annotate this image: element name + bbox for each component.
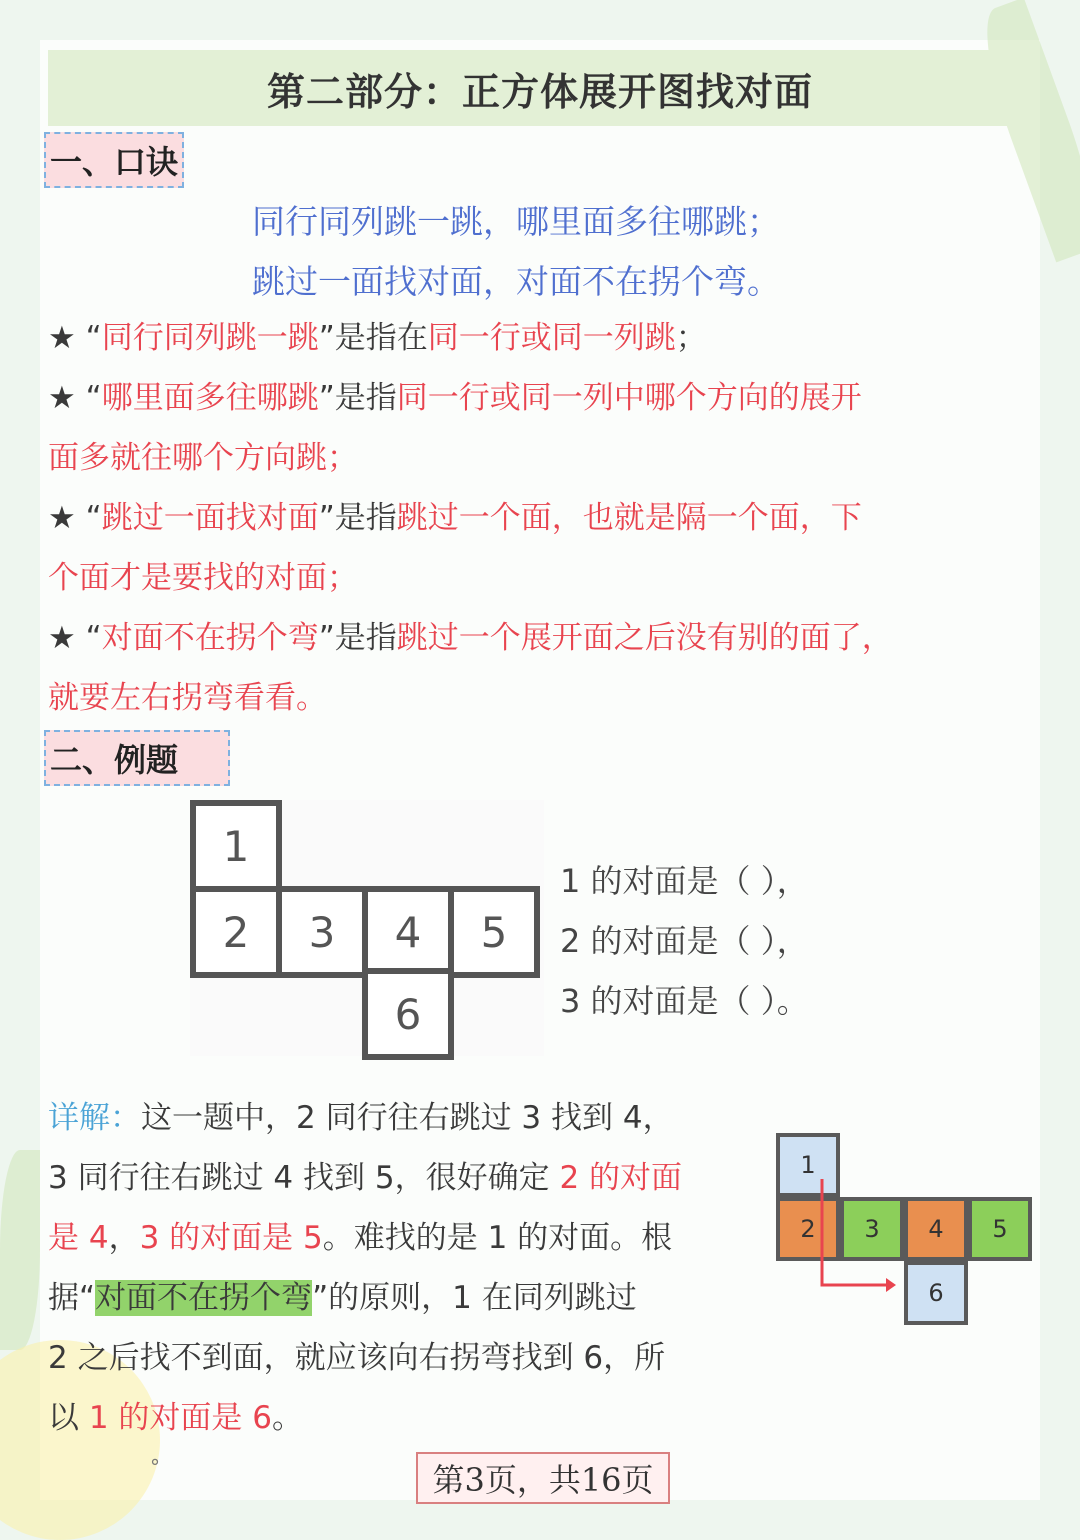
quote-mark: ” [318,620,335,656]
quote-mark: ” [318,500,335,536]
punctuation: ： [110,1100,141,1136]
explain-text: 这一题中，2 同行往右跳过 3 找到 4， [141,1100,674,1136]
bullet-4 [48,608,1038,668]
star-icon: ★ [48,500,76,536]
explain-line-2 [48,1148,768,1208]
net-cell-2: 2 [190,886,282,978]
mnemonic-line-1: 同行同列跳一跳，哪里面多往哪跳； [252,202,780,241]
bullet-text: 是指 [334,380,397,416]
explain-line-4 [48,1268,768,1328]
turn-arrow-icon [776,1133,1032,1325]
bullet-quote: 对面不在拐个弯 [101,620,319,656]
bullet-text: 是指在 [334,320,428,356]
quote-mark: “ [85,320,102,356]
star-icon: ★ [48,380,76,416]
question-3: 3 的对面是（ ）。 [560,982,809,1020]
section-heading-example: 二、例题 [44,730,230,786]
explain-red: 是 4 [48,1220,109,1256]
quote-mark: ” [318,320,335,356]
net2-cell-3: 3 [840,1197,904,1261]
explain-text: ”的原则，1 在同列跳过 [312,1280,637,1316]
page-footer: 第3页，共16页 [416,1452,670,1504]
section-heading-mnemonic: 一、口诀 [44,132,184,188]
net-cell-3: 3 [276,886,368,978]
net-cell-1: 1 [190,800,282,892]
net2-cell-4: 4 [904,1197,968,1261]
net2-cell-6: 6 [904,1261,968,1325]
mnemonic-line-2: 跳过一面找对面，对面不在拐个弯。 [252,262,780,301]
bullet-quote: 跳过一面找对面 [101,500,319,536]
question-2: 2 的对面是（ ）， [560,922,809,960]
net2-cell-1: 1 [776,1133,840,1197]
net2-cell-2: 2 [776,1197,840,1261]
bullet-1 [48,308,1038,368]
explain-red: 1 的对面是 6 [88,1400,273,1436]
bullet-red-text: 同一行或同一列中哪个方向的展开 [396,380,862,416]
page-title: 第二部分：正方体展开图找对面 [48,50,1032,126]
explain-text: 3 同行往右跳过 4 找到 5，很好确定 [48,1160,560,1196]
explain-label: 详解 [48,1100,110,1136]
bullet-red-text: 跳过一个面，也就是隔一个面，下 [396,500,862,536]
bullet-text: 是指 [334,620,397,656]
question-1: 1 的对面是（ ）， [560,862,809,900]
explain-line-1 [48,1088,768,1148]
quote-mark: “ [85,500,102,536]
bullet-3 [48,488,1038,548]
bullet-red-text: 跳过一个展开面之后没有别的面了， [396,620,893,656]
explain-line-5: 2 之后找不到面，就应该向右拐弯找到 6，所 [48,1340,666,1376]
quote-mark: “ [85,380,102,416]
net-cell-6: 6 [362,968,454,1060]
punctuation: ， [108,1220,140,1256]
bullet-4-continued: 就要左右拐弯看看。 [48,680,327,716]
leaf-decoration [0,1150,40,1350]
explain-text: 以 [48,1400,89,1436]
explain-line-3 [48,1208,768,1268]
bullet-3-continued: 个面才是要找的对面； [48,560,358,596]
bullet-text: 是指 [334,500,397,536]
bullet-2-continued: 面多就往哪个方向跳； [48,440,358,476]
punctuation: ； [675,320,707,356]
explain-red: 2 的对面 [559,1160,683,1196]
small-dot: ° [150,1455,160,1479]
net2-cell-5: 5 [968,1197,1032,1261]
net-cell-4: 4 [362,886,454,978]
cube-net-diagram [190,800,544,1056]
explain-red: 3 的对面是 5 [139,1220,323,1256]
explain-text: 。难找的是 1 的对面。根 [322,1220,673,1256]
bullet-red-text: 同一行或同一列跳 [427,320,676,356]
highlighted-rule: 对面不在拐个弯 [95,1280,313,1316]
star-icon: ★ [48,320,76,356]
bullet-quote: 哪里面多往哪跳 [101,380,319,416]
star-icon: ★ [48,620,76,656]
explain-text: 据“ [48,1280,96,1316]
net-cell-5: 5 [448,886,540,978]
punctuation: 。 [272,1400,304,1436]
bullet-2 [48,368,1038,428]
colored-cube-net [776,1133,1032,1325]
quote-mark: ” [318,380,335,416]
explain-line-6 [48,1388,768,1448]
quote-mark: “ [85,620,102,656]
bullet-quote: 同行同列跳一跳 [101,320,319,356]
